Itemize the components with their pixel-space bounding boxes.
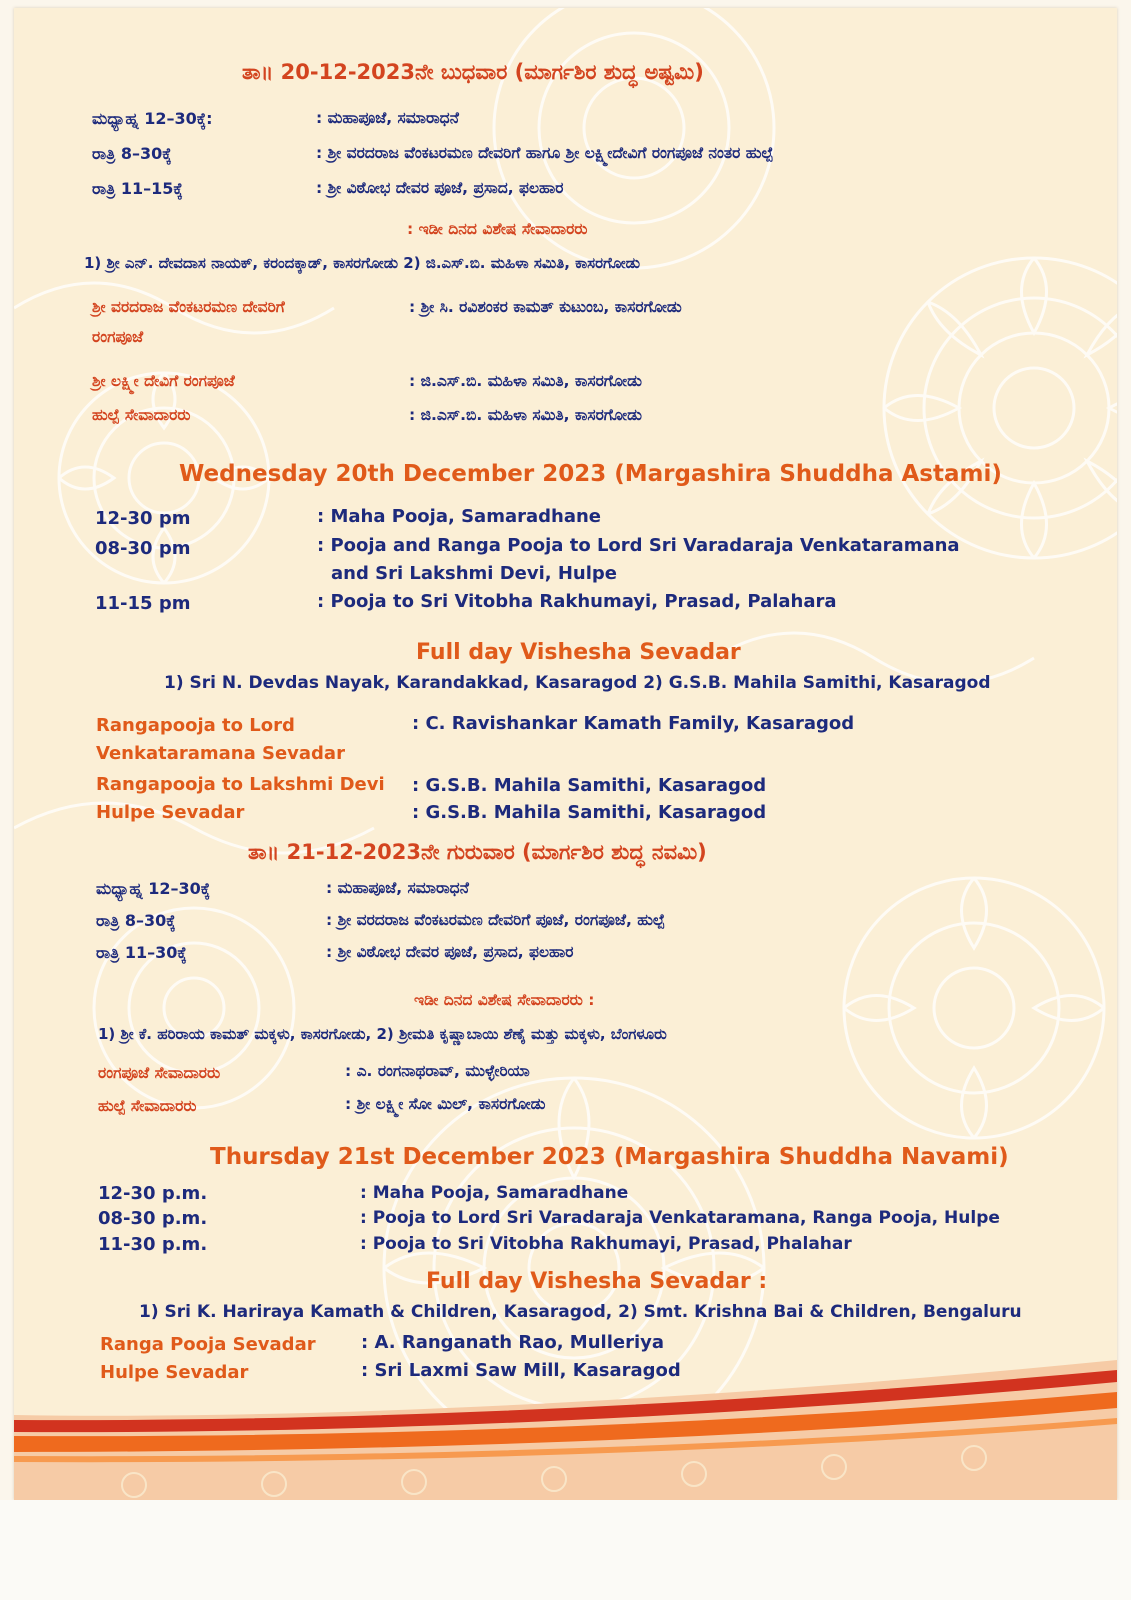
day2-en-role-1-label: Ranga Pooja Sevadar: [100, 1334, 316, 1355]
day1-en-time-1: 12-30 pm: [95, 508, 191, 529]
day1-en-event-2-cont: and Sri Lakshmi Devi, Hulpe: [331, 563, 617, 584]
day1-kn-role-1-label: ಶ್ರೀ ವರದರಾಜ ವೆಂಕಟರಮಣ ದೇವರಿಗೆ: [92, 298, 285, 316]
day1-en-role-3-label: Hulpe Sevadar: [96, 802, 245, 823]
day2-kn-role-2-value: : ಶ್ರೀ ಲಕ್ಷ್ಮೀ ಸೋ ಮಿಲ್, ಕಾಸರಗೋಡು: [345, 1095, 546, 1113]
decorative-wave-border: [14, 1360, 1117, 1500]
day1-kn-event-1: : ಮಹಾಪೂಜೆ, ಸಮಾರಾಧನೆ: [316, 109, 459, 127]
day2-kn-time-1: ಮಧ್ಯಾಹ್ನ 12–30ಕ್ಕೆ: [96, 879, 211, 898]
day1-en-event-1: : Maha Pooja, Samaradhane: [317, 506, 602, 527]
day2-kn-role-2-label: ಹುಲ್ಪೆ ಸೇವಾದಾರರು: [98, 1097, 197, 1115]
day2-en-time-2: 08-30 p.m.: [98, 1208, 208, 1229]
day1-kn-time-3: ರಾತ್ರಿ 11–15ಕ್ಕೆ: [92, 179, 183, 198]
day1-kannada-heading: ತಾ॥ 20-12-2023ನೇ ಬುಧವಾರ (ಮಾರ್ಗಶಿರ ಶುದ್ಧ ಅಷ್ಟಮಿ): [242, 60, 704, 84]
day2-kn-event-1: : ಮಹಾಪೂಜೆ, ಸಮಾರಾಧನೆ: [326, 879, 469, 897]
day1-kn-role-2-value: : ಜಿ.ಎಸ್.ಬಿ. ಮಹಿಳಾ ಸಮಿತಿ, ಕಾಸರಗೋಡು: [409, 372, 642, 390]
day2-english-heading: Thursday 21st December 2023 (Margashira Shuddha Navami): [210, 1144, 1009, 1170]
day1-en-role-1-label: Rangapooja to Lord: [96, 715, 295, 736]
day1-kn-time-2: ರಾತ್ರಿ 8–30ಕ್ಕೆ: [92, 144, 172, 163]
day1-en-role-2-value: : G.S.B. Mahila Samithi, Kasaragod: [412, 775, 767, 796]
day2-en-event-2: : Pooja to Lord Sri Varadaraja Venkataramana, Ranga Pooja, Hulpe: [360, 1208, 1000, 1228]
day2-kn-event-3: : ಶ್ರೀ ವಿಠೋಭ ದೇವರ ಪೂಜೆ, ಪ್ರಸಾದ, ಫಲಹಾರ: [326, 943, 574, 961]
day1-kn-role-2-label: ಶ್ರೀ ಲಕ್ಷ್ಮೀ ದೇವಿಗೆ ರಂಗಪೂಜೆ: [92, 372, 235, 390]
day2-en-sevadar-heading: Full day Vishesha Sevadar :: [426, 1269, 768, 1294]
day2-kn-time-3: ರಾತ್ರಿ 11–30ಕ್ಕೆ: [96, 943, 187, 962]
day2-en-role-1-value: : A. Ranganath Rao, Mulleriya: [361, 1332, 665, 1353]
day2-kn-event-2: : ಶ್ರೀ ವರದರಾಜ ವೆಂಕಟರಮಣ ದೇವರಿಗೆ ಪೂಜೆ, ರಂಗಪೂಜೆ, ಹುಲ್ಪೆ: [326, 911, 665, 929]
day1-en-sevadar-line: 1) Sri N. Devdas Nayak, Karandakkad, Kasaragod 2) G.S.B. Mahila Samithi, Kasaragod: [164, 673, 991, 693]
program-sheet: [14, 8, 1117, 1500]
day1-en-role-3-value: : G.S.B. Mahila Samithi, Kasaragod: [412, 802, 767, 823]
day2-kannada-heading: ತಾ॥ 21-12-2023ನೇ ಗುರುವಾರ (ಮಾರ್ಗಶಿರ ಶುದ್ಧ ನವಮಿ): [248, 840, 707, 864]
day2-kn-time-2: ರಾತ್ರಿ 8–30ಕ್ಕೆ: [96, 911, 176, 930]
day1-kn-role-3-label: ಹುಲ್ಪೆ ಸೇವಾದಾರರು: [92, 406, 191, 424]
day1-kn-event-2: : ಶ್ರೀ ವರದರಾಜ ವೆಂಕಟರಮಣ ದೇವರಿಗೆ ಹಾಗೂ ಶ್ರೀ ಲಕ್ಷ್ಮೀದೇವಿಗೆ ರಂಗಪೂಜೆ ನಂತರ ಹುಲ್ಪೆ: [316, 144, 774, 162]
day1-kn-role-1-label-2: ರಂಗಪೂಜೆ: [92, 328, 144, 346]
day2-en-time-3: 11-30 p.m.: [98, 1234, 208, 1255]
day1-kn-event-3: : ಶ್ರೀ ವಿಠೋಭ ದೇವರ ಪೂಜೆ, ಪ್ರಸಾದ, ಫಲಹಾರ: [316, 179, 564, 197]
day1-en-sevadar-heading: Full day Vishesha Sevadar: [416, 640, 741, 665]
day1-en-time-2: 08-30 pm: [95, 538, 191, 559]
day2-en-event-3: : Pooja to Sri Vitobha Rakhumayi, Prasad, Phalahar: [360, 1234, 852, 1254]
day2-kn-role-1-value: : ಎ. ರಂಗನಾಥರಾವ್, ಮುಳ್ಳೇರಿಯಾ: [345, 1062, 530, 1080]
day1-en-time-3: 11-15 pm: [95, 593, 191, 614]
day1-kn-sevadar-line: 1) ಶ್ರೀ ಎನ್. ದೇವದಾಸ ನಾಯಕ್, ಕರಂದಕ್ಕಾಡ್, ಕಾಸರಗೋಡು 2) ಜಿ.ಎಸ್.ಬಿ. ಮಹಿಳಾ ಸಮಿತಿ, ಕಾಸರಗೋಡು: [84, 254, 640, 272]
day2-en-event-1: : Maha Pooja, Samaradhane: [360, 1183, 629, 1203]
day1-kn-role-1-value: : ಶ್ರೀ ಸಿ. ರವಿಶಂಕರ ಕಾಮತ್ ಕುಟುಂಬ, ಕಾಸರಗೋಡು: [409, 298, 682, 316]
day1-english-heading: Wednesday 20th December 2023 (Margashira Shuddha Astami): [179, 461, 1002, 487]
day1-en-event-2: : Pooja and Ranga Pooja to Lord Sri Varadaraja Venkataramana: [317, 535, 960, 556]
day2-kn-role-1-label: ರಂಗಪೂಜೆ ಸೇವಾದಾರರು: [98, 1064, 221, 1082]
day2-kn-sevadar-line: 1) ಶ್ರೀ ಕೆ. ಹರಿರಾಯ ಕಾಮತ್ ಮಕ್ಕಳು, ಕಾಸರಗೋಡು, 2) ಶ್ರೀಮತಿ ಕೃಷ್ಣಾಬಾಯಿ ಶೆಣೈ ಮತ್ತು ಮಕ್ಕಳು, ಬೆಂಗಳೂರು: [98, 1025, 667, 1043]
day1-en-event-3: : Pooja to Sri Vitobha Rakhumayi, Prasad, Palahara: [317, 591, 837, 612]
day1-kn-role-3-value: : ಜಿ.ಎಸ್.ಬಿ. ಮಹಿಳಾ ಸಮಿತಿ, ಕಾಸರಗೋಡು: [409, 406, 642, 424]
day1-en-role-2-label: Rangapooja to Lakshmi Devi: [96, 774, 385, 795]
day1-en-role-1-value: : C. Ravishankar Kamath Family, Kasaragod: [412, 713, 855, 734]
day1-en-role-1-label-2: Venkataramana Sevadar: [96, 743, 345, 764]
day2-en-time-1: 12-30 p.m.: [98, 1183, 208, 1204]
day2-kn-sevadar-heading: ಇಡೀ ದಿನದ ವಿಶೇಷ ಸೇವಾದಾರರು :: [414, 991, 595, 1009]
day1-kn-time-1: ಮಧ್ಯಾಹ್ನ 12–30ಕ್ಕೆ:: [92, 109, 213, 128]
day1-kn-sevadar-heading: : ಇಡೀ ದಿನದ ವಿಶೇಷ ಸೇವಾದಾರರು: [407, 220, 588, 238]
day2-en-role-2-label: Hulpe Sevadar: [100, 1362, 249, 1383]
day2-en-sevadar-line: 1) Sri K. Hariraya Kamath & Children, Kasaragod, 2) Smt. Krishna Bai & Children, Bengaluru: [139, 1302, 1022, 1322]
scan-margin: [0, 1500, 1131, 1600]
day2-en-role-2-value: : Sri Laxmi Saw Mill, Kasaragod: [361, 1360, 681, 1381]
